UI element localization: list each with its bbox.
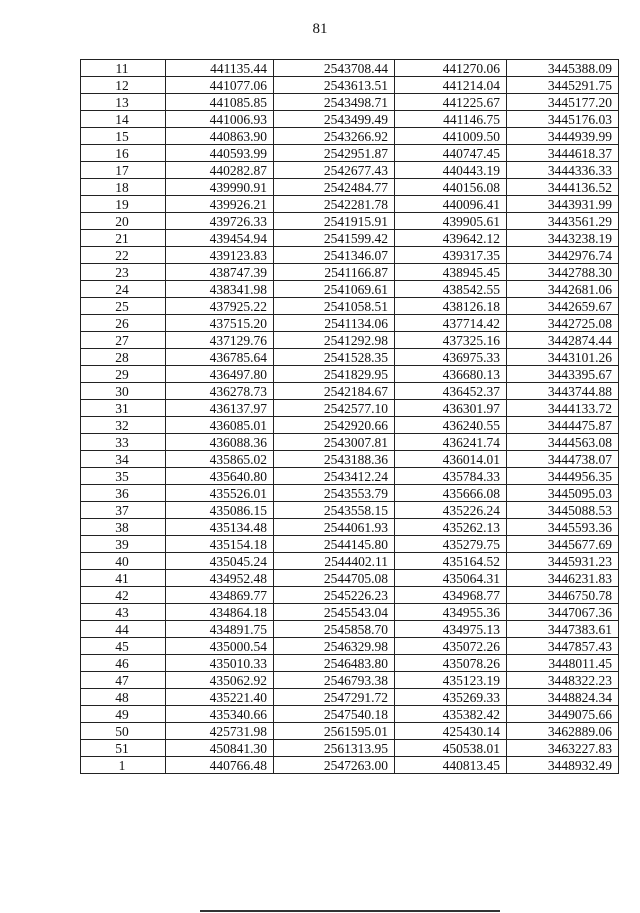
x1-cell: 440766.48 (166, 757, 274, 774)
x2-cell: 437325.16 (395, 332, 507, 349)
x1-cell: 437129.76 (166, 332, 274, 349)
point-number-cell: 41 (81, 570, 166, 587)
table-row (81, 247, 619, 264)
x1-cell: 435865.02 (166, 451, 274, 468)
x1-cell: 434952.48 (166, 570, 274, 587)
x1-cell: 435086.15 (166, 502, 274, 519)
y1-cell: 2541829.95 (274, 366, 395, 383)
point-number-cell: 43 (81, 604, 166, 621)
y1-cell: 2543188.36 (274, 451, 395, 468)
y2-cell: 3443238.19 (507, 230, 619, 247)
y2-cell: 3448932.49 (507, 757, 619, 774)
table-row (81, 94, 619, 111)
x1-cell: 435526.01 (166, 485, 274, 502)
y1-cell: 2541166.87 (274, 264, 395, 281)
y2-cell: 3443931.99 (507, 196, 619, 213)
point-number-cell: 42 (81, 587, 166, 604)
x1-cell: 438747.39 (166, 264, 274, 281)
table-row (81, 621, 619, 638)
point-number-cell: 14 (81, 111, 166, 128)
y2-cell: 3446750.78 (507, 587, 619, 604)
y2-cell: 3445593.36 (507, 519, 619, 536)
point-number-cell: 26 (81, 315, 166, 332)
x2-cell: 439642.12 (395, 230, 507, 247)
y2-cell: 3443744.88 (507, 383, 619, 400)
point-number-cell: 28 (81, 349, 166, 366)
x2-cell: 438945.45 (395, 264, 507, 281)
x1-cell: 435062.92 (166, 672, 274, 689)
table-row (81, 723, 619, 740)
table-row (81, 519, 619, 536)
point-number-cell: 21 (81, 230, 166, 247)
y2-cell: 3444738.07 (507, 451, 619, 468)
table-row (81, 383, 619, 400)
y1-cell: 2542484.77 (274, 179, 395, 196)
table-row (81, 451, 619, 468)
x1-cell: 439990.91 (166, 179, 274, 196)
y1-cell: 2546329.98 (274, 638, 395, 655)
x1-cell: 441006.93 (166, 111, 274, 128)
y1-cell: 2542577.10 (274, 400, 395, 417)
point-number-cell: 49 (81, 706, 166, 723)
y2-cell: 3442976.74 (507, 247, 619, 264)
x1-cell: 434869.77 (166, 587, 274, 604)
point-number-cell: 13 (81, 94, 166, 111)
x2-cell: 435164.52 (395, 553, 507, 570)
x1-cell: 437515.20 (166, 315, 274, 332)
x2-cell: 435279.75 (395, 536, 507, 553)
table-row (81, 77, 619, 94)
y2-cell: 3449075.66 (507, 706, 619, 723)
y1-cell: 2543412.24 (274, 468, 395, 485)
y2-cell: 3445291.75 (507, 77, 619, 94)
table-row (81, 230, 619, 247)
point-number-cell: 23 (81, 264, 166, 281)
x2-cell: 440096.41 (395, 196, 507, 213)
table-row (81, 655, 619, 672)
point-number-cell: 50 (81, 723, 166, 740)
point-number-cell: 20 (81, 213, 166, 230)
y1-cell: 2544705.08 (274, 570, 395, 587)
x2-cell: 435123.19 (395, 672, 507, 689)
x2-cell: 434955.36 (395, 604, 507, 621)
table-row (81, 689, 619, 706)
y1-cell: 2544061.93 (274, 519, 395, 536)
y2-cell: 3443395.67 (507, 366, 619, 383)
y1-cell: 2546483.80 (274, 655, 395, 672)
x1-cell: 439454.94 (166, 230, 274, 247)
point-number-cell: 33 (81, 434, 166, 451)
y2-cell: 3444336.33 (507, 162, 619, 179)
page-number: 81 (312, 21, 328, 37)
x1-cell: 434891.75 (166, 621, 274, 638)
table-row (81, 315, 619, 332)
point-number-cell: 16 (81, 145, 166, 162)
x1-cell: 436085.01 (166, 417, 274, 434)
x2-cell: 440747.45 (395, 145, 507, 162)
x2-cell: 435666.08 (395, 485, 507, 502)
x2-cell: 436014.01 (395, 451, 507, 468)
point-number-cell: 51 (81, 740, 166, 757)
y2-cell: 3442788.30 (507, 264, 619, 281)
y1-cell: 2542677.43 (274, 162, 395, 179)
point-number-cell: 24 (81, 281, 166, 298)
y1-cell: 2545543.04 (274, 604, 395, 621)
x1-cell: 436785.64 (166, 349, 274, 366)
y2-cell: 3445177.20 (507, 94, 619, 111)
table-row (81, 638, 619, 655)
x1-cell: 435640.80 (166, 468, 274, 485)
y1-cell: 2561313.95 (274, 740, 395, 757)
y2-cell: 3445677.69 (507, 536, 619, 553)
y2-cell: 3447067.36 (507, 604, 619, 621)
table-row (81, 111, 619, 128)
x2-cell: 441225.67 (395, 94, 507, 111)
x2-cell: 435382.42 (395, 706, 507, 723)
table-row (81, 417, 619, 434)
table-row (81, 604, 619, 621)
point-number-cell: 40 (81, 553, 166, 570)
point-number-cell: 29 (81, 366, 166, 383)
point-number-cell: 11 (81, 60, 166, 77)
point-number-cell: 19 (81, 196, 166, 213)
x2-cell: 441146.75 (395, 111, 507, 128)
point-number-cell: 25 (81, 298, 166, 315)
x1-cell: 435340.66 (166, 706, 274, 723)
point-number-cell: 47 (81, 672, 166, 689)
x2-cell: 435072.26 (395, 638, 507, 655)
x1-cell: 440593.99 (166, 145, 274, 162)
y1-cell: 2541599.42 (274, 230, 395, 247)
x2-cell: 435784.33 (395, 468, 507, 485)
table-row (81, 298, 619, 315)
x1-cell: 441135.44 (166, 60, 274, 77)
table-row (81, 264, 619, 281)
x1-cell: 435221.40 (166, 689, 274, 706)
x1-cell: 439123.83 (166, 247, 274, 264)
table-row (81, 366, 619, 383)
point-number-cell: 46 (81, 655, 166, 672)
point-number-cell: 35 (81, 468, 166, 485)
x2-cell: 435262.13 (395, 519, 507, 536)
y2-cell: 3444563.08 (507, 434, 619, 451)
x1-cell: 435154.18 (166, 536, 274, 553)
table-row (81, 434, 619, 451)
table-row (81, 179, 619, 196)
table-row (81, 332, 619, 349)
y1-cell: 2547540.18 (274, 706, 395, 723)
x2-cell: 440813.45 (395, 757, 507, 774)
table-row (81, 757, 619, 774)
point-number-cell: 36 (81, 485, 166, 502)
x1-cell: 436278.73 (166, 383, 274, 400)
point-number-cell: 48 (81, 689, 166, 706)
table-row (81, 570, 619, 587)
y2-cell: 3443101.26 (507, 349, 619, 366)
y2-cell: 3448322.23 (507, 672, 619, 689)
x1-cell: 441077.06 (166, 77, 274, 94)
y1-cell: 2541292.98 (274, 332, 395, 349)
x1-cell: 439926.21 (166, 196, 274, 213)
y1-cell: 2543708.44 (274, 60, 395, 77)
y1-cell: 2561595.01 (274, 723, 395, 740)
y1-cell: 2545858.70 (274, 621, 395, 638)
y2-cell: 3446231.83 (507, 570, 619, 587)
y1-cell: 2541528.35 (274, 349, 395, 366)
table-row (81, 706, 619, 723)
point-number-cell: 38 (81, 519, 166, 536)
y2-cell: 3444133.72 (507, 400, 619, 417)
y1-cell: 2544402.11 (274, 553, 395, 570)
y1-cell: 2542920.66 (274, 417, 395, 434)
x1-cell: 436088.36 (166, 434, 274, 451)
y1-cell: 2543498.71 (274, 94, 395, 111)
x2-cell: 435064.31 (395, 570, 507, 587)
y2-cell: 3442874.44 (507, 332, 619, 349)
y2-cell: 3444475.87 (507, 417, 619, 434)
x2-cell: 435226.24 (395, 502, 507, 519)
coordinates-table (80, 59, 619, 774)
point-number-cell: 15 (81, 128, 166, 145)
y2-cell: 3443561.29 (507, 213, 619, 230)
x1-cell: 435134.48 (166, 519, 274, 536)
x2-cell: 436680.13 (395, 366, 507, 383)
y1-cell: 2541134.06 (274, 315, 395, 332)
table-row (81, 349, 619, 366)
table-row (81, 587, 619, 604)
x2-cell: 439317.35 (395, 247, 507, 264)
point-number-cell: 45 (81, 638, 166, 655)
point-number-cell: 17 (81, 162, 166, 179)
x1-cell: 435045.24 (166, 553, 274, 570)
y1-cell: 2543499.49 (274, 111, 395, 128)
x1-cell: 441085.85 (166, 94, 274, 111)
y2-cell: 3448011.45 (507, 655, 619, 672)
y1-cell: 2547263.00 (274, 757, 395, 774)
y1-cell: 2546793.38 (274, 672, 395, 689)
y2-cell: 3445088.53 (507, 502, 619, 519)
x2-cell: 436301.97 (395, 400, 507, 417)
y1-cell: 2541915.91 (274, 213, 395, 230)
y2-cell: 3444939.99 (507, 128, 619, 145)
x2-cell: 441214.04 (395, 77, 507, 94)
y1-cell: 2543558.15 (274, 502, 395, 519)
table-row (81, 740, 619, 757)
x2-cell: 436241.74 (395, 434, 507, 451)
x2-cell: 438126.18 (395, 298, 507, 315)
table-row (81, 196, 619, 213)
x1-cell: 439726.33 (166, 213, 274, 230)
y1-cell: 2543553.79 (274, 485, 395, 502)
x1-cell: 440282.87 (166, 162, 274, 179)
table-row (81, 468, 619, 485)
y2-cell: 3442725.08 (507, 315, 619, 332)
x2-cell: 437714.42 (395, 315, 507, 332)
y1-cell: 2541069.61 (274, 281, 395, 298)
x2-cell: 436452.37 (395, 383, 507, 400)
point-number-cell: 44 (81, 621, 166, 638)
y1-cell: 2543007.81 (274, 434, 395, 451)
x1-cell: 436137.97 (166, 400, 274, 417)
y1-cell: 2541346.07 (274, 247, 395, 264)
y1-cell: 2547291.72 (274, 689, 395, 706)
y2-cell: 3444618.37 (507, 145, 619, 162)
x2-cell: 440156.08 (395, 179, 507, 196)
y2-cell: 3447383.61 (507, 621, 619, 638)
x2-cell: 450538.01 (395, 740, 507, 757)
point-number-cell: 1 (81, 757, 166, 774)
x1-cell: 435000.54 (166, 638, 274, 655)
x2-cell: 440443.19 (395, 162, 507, 179)
y1-cell: 2543266.92 (274, 128, 395, 145)
x2-cell: 436240.55 (395, 417, 507, 434)
x1-cell: 434864.18 (166, 604, 274, 621)
x2-cell: 434968.77 (395, 587, 507, 604)
y2-cell: 3462889.06 (507, 723, 619, 740)
x2-cell: 435269.33 (395, 689, 507, 706)
x2-cell: 438542.55 (395, 281, 507, 298)
y2-cell: 3445388.09 (507, 60, 619, 77)
x2-cell: 439905.61 (395, 213, 507, 230)
y2-cell: 3445176.03 (507, 111, 619, 128)
table-row (81, 128, 619, 145)
x2-cell: 436975.33 (395, 349, 507, 366)
table-row (81, 400, 619, 417)
table-row (81, 213, 619, 230)
y2-cell: 3444956.35 (507, 468, 619, 485)
table-row (81, 485, 619, 502)
point-number-cell: 30 (81, 383, 166, 400)
y2-cell: 3445095.03 (507, 485, 619, 502)
x2-cell: 441009.50 (395, 128, 507, 145)
y1-cell: 2545226.23 (274, 587, 395, 604)
point-number-cell: 34 (81, 451, 166, 468)
x2-cell: 435078.26 (395, 655, 507, 672)
table-row (81, 536, 619, 553)
point-number-cell: 27 (81, 332, 166, 349)
y2-cell: 3447857.43 (507, 638, 619, 655)
point-number-cell: 12 (81, 77, 166, 94)
x1-cell: 436497.80 (166, 366, 274, 383)
point-number-cell: 39 (81, 536, 166, 553)
y1-cell: 2542281.78 (274, 196, 395, 213)
x1-cell: 425731.98 (166, 723, 274, 740)
x1-cell: 438341.98 (166, 281, 274, 298)
point-number-cell: 37 (81, 502, 166, 519)
table-row (81, 672, 619, 689)
x2-cell: 441270.06 (395, 60, 507, 77)
y2-cell: 3463227.83 (507, 740, 619, 757)
table-row (81, 162, 619, 179)
table-row (81, 60, 619, 77)
point-number-cell: 32 (81, 417, 166, 434)
bottom-edge-line (200, 910, 500, 912)
y2-cell: 3448824.34 (507, 689, 619, 706)
x2-cell: 425430.14 (395, 723, 507, 740)
x1-cell: 450841.30 (166, 740, 274, 757)
table-row (81, 553, 619, 570)
y1-cell: 2541058.51 (274, 298, 395, 315)
y1-cell: 2543613.51 (274, 77, 395, 94)
point-number-cell: 22 (81, 247, 166, 264)
point-number-cell: 18 (81, 179, 166, 196)
y2-cell: 3444136.52 (507, 179, 619, 196)
table-row (81, 502, 619, 519)
y1-cell: 2542951.87 (274, 145, 395, 162)
y1-cell: 2544145.80 (274, 536, 395, 553)
y1-cell: 2542184.67 (274, 383, 395, 400)
x1-cell: 440863.90 (166, 128, 274, 145)
x1-cell: 435010.33 (166, 655, 274, 672)
table-row (81, 145, 619, 162)
coordinates-table-body (81, 60, 619, 774)
table-row (81, 281, 619, 298)
point-number-cell: 31 (81, 400, 166, 417)
y2-cell: 3442659.67 (507, 298, 619, 315)
y2-cell: 3445931.23 (507, 553, 619, 570)
x2-cell: 434975.13 (395, 621, 507, 638)
y2-cell: 3442681.06 (507, 281, 619, 298)
x1-cell: 437925.22 (166, 298, 274, 315)
